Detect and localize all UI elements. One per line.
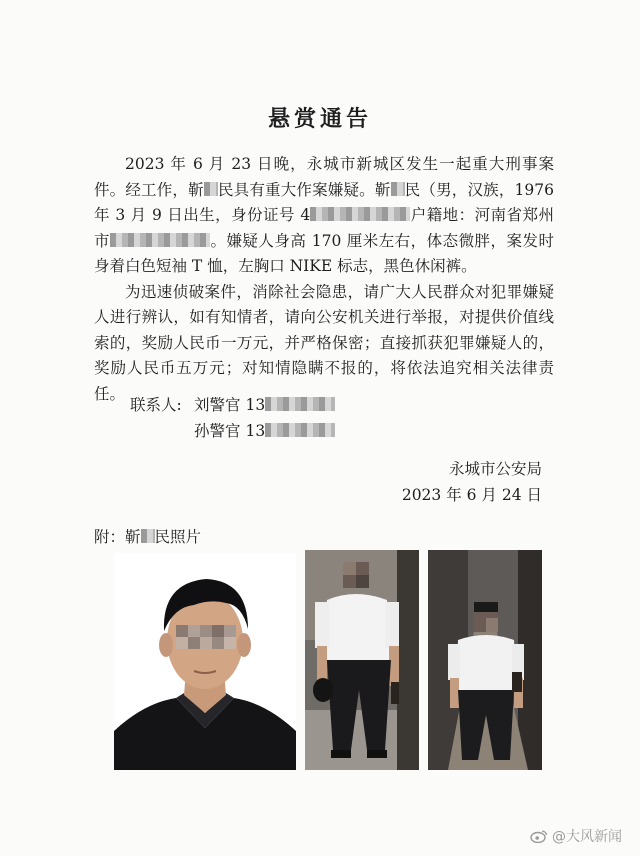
redacted-mosaic — [141, 529, 155, 543]
contact-label: 联系人: — [130, 396, 182, 414]
p1-part-b: 民具有重大作案嫌疑。靳 — [217, 180, 391, 199]
contact-list — [130, 393, 335, 444]
contact-name: 孙警官 — [194, 421, 241, 440]
attachment-caption — [94, 525, 201, 547]
redacted-mosaic — [310, 207, 410, 221]
weibo-watermark — [530, 826, 622, 846]
p1-part-e: 。嫌疑人身高 170 厘米左右，体态微胖，案发时身着白色短袖 T 恤，左胸口 NIKE 标志，黑色休闲裤。 — [94, 231, 554, 275]
notice-paragraph-2: 为迅速侦破案件，消除社会隐患，请广大人民群众对犯罪嫌疑人进行辨认，如有知情者，请向公安机关进行举报，对提供价值线索的，奖励人民币一万元，并严格保密；直接抓获犯罪嫌疑人的，奖励人民币五万元；对知情隐瞒不报的，将依法追究相关法律责任。 — [94, 282, 554, 403]
redacted-mosaic — [265, 423, 335, 437]
p1-part-d: 户籍地：河南省郑州市 — [94, 206, 554, 250]
p1-part-c: 民（男，汉族，1976 年 3 月 9 日出生，身份证号 4 — [94, 180, 554, 224]
notice-body — [94, 152, 554, 407]
suspect-portrait-photo — [114, 553, 296, 770]
notice-paragraph-1 — [94, 152, 554, 280]
issue-date: 2023 年 6 月 24 日 — [401, 486, 542, 504]
contact-phone: 13 — [245, 421, 266, 440]
contact-row — [130, 393, 335, 419]
redacted-mosaic — [265, 397, 335, 411]
weibo-icon — [530, 829, 548, 843]
contact-name: 刘警官 — [194, 396, 241, 414]
signature-block — [402, 456, 542, 508]
issuer-name: 永城市公安局 — [448, 460, 542, 478]
attachment-prefix: 附：靳 — [94, 528, 141, 546]
notice-title: 悬赏通告 — [267, 106, 372, 132]
surveillance-photo-2 — [428, 550, 542, 770]
contact-row — [130, 419, 335, 445]
watermark-text: @大风新闻 — [552, 829, 622, 845]
surveillance-photo-1 — [305, 550, 419, 770]
contact-phone: 13 — [245, 396, 266, 414]
attachment-suffix: 民照片 — [154, 528, 202, 546]
p1-part-a: 2023 年 6 月 23 日晚，永城市新城区发生一起重大刑事案件。经工作，靳 — [94, 155, 554, 199]
redacted-mosaic — [110, 233, 210, 247]
redacted-mosaic — [204, 182, 218, 196]
redacted-mosaic — [391, 182, 405, 196]
